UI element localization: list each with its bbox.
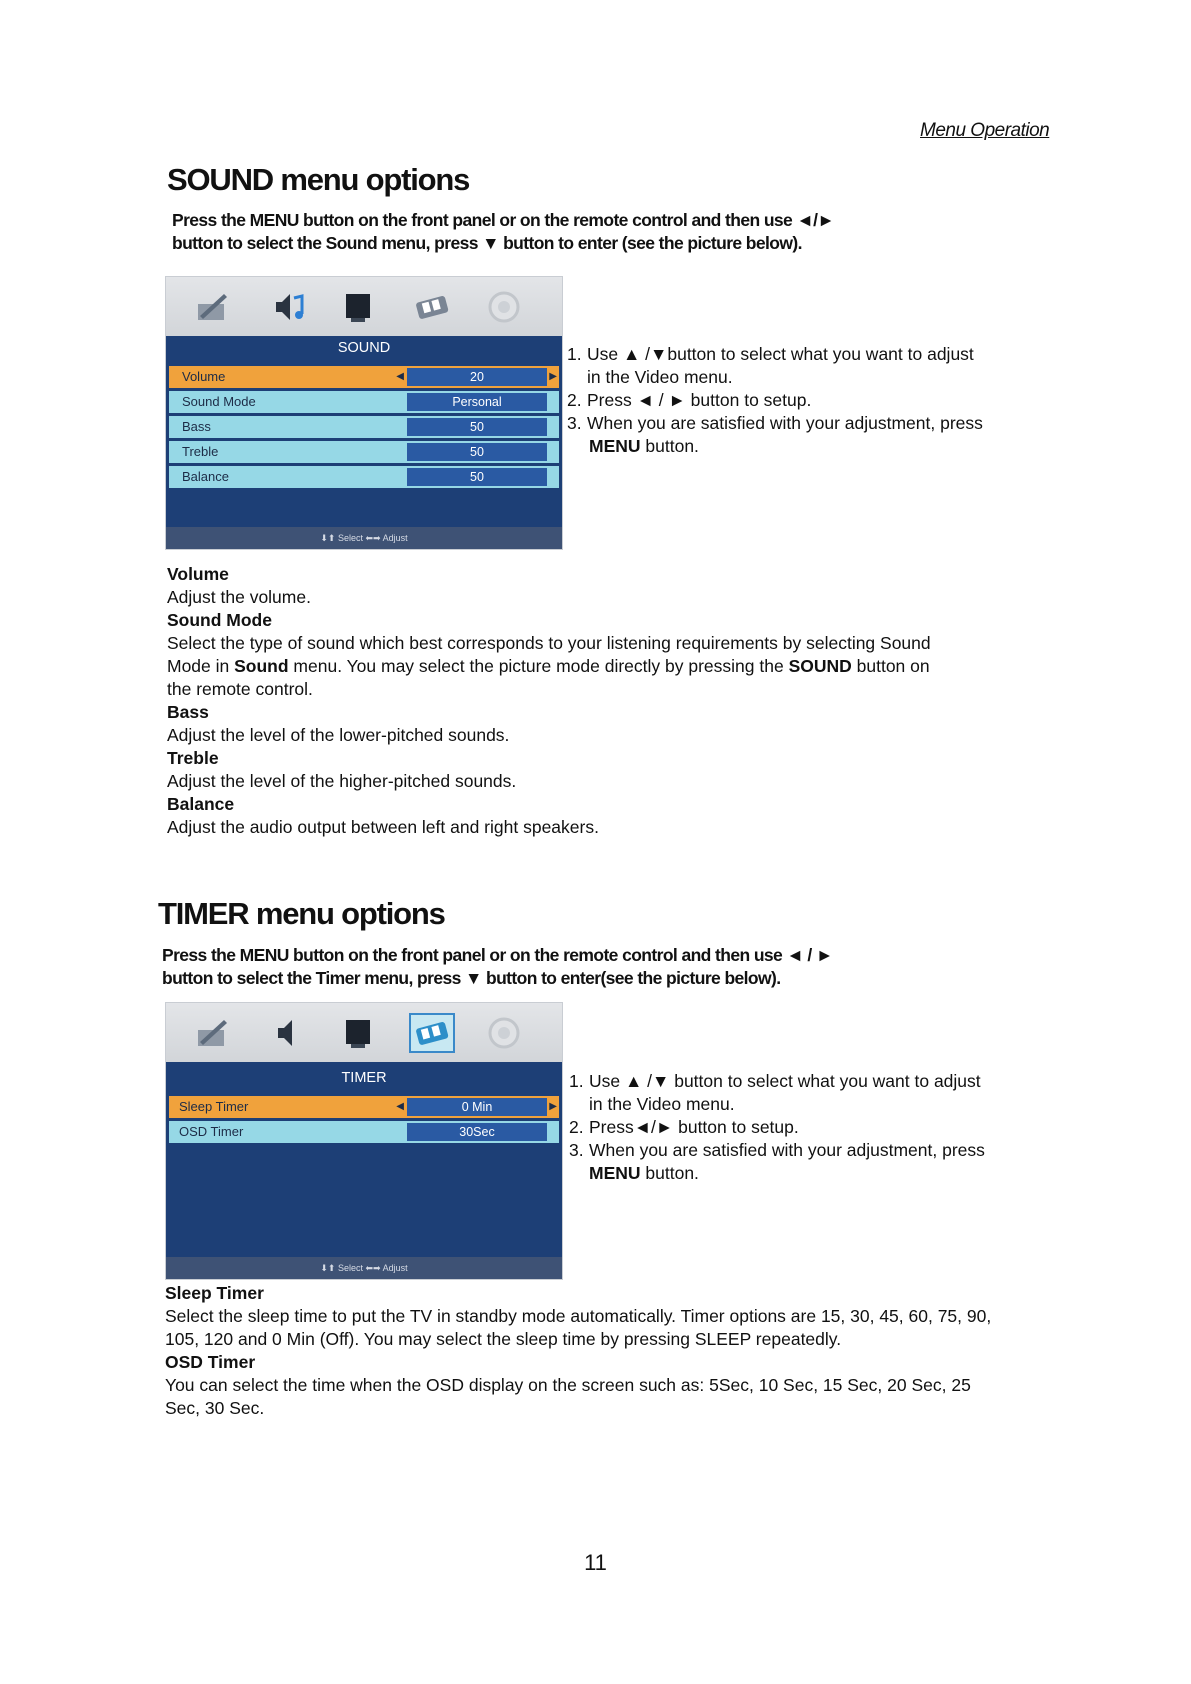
treble-heading: Treble [167,748,219,768]
volume-heading: Volume [167,564,229,584]
speaker-icon [270,1016,306,1050]
left-arrow-icon: ◀ [396,1101,404,1112]
right-arrow-icon: ▶ [549,1101,557,1112]
timer-intro-line-1: Press the MENU button on the front panel or on the remote control and then use ◄ / ► [162,945,833,965]
step-item: 2. Press◄/► button to setup. [569,1117,799,1137]
osd-row-label: Treble [182,444,219,459]
sound-mode-text-1: Select the type of sound which best corresponds to your listening requirements by selecting Sound [167,633,931,653]
osd-row-label: OSD Timer [179,1124,244,1139]
sleep-timer-heading: Sleep Timer [165,1283,264,1303]
sound-mode-heading: Sound Mode [167,610,272,630]
step-item: 3. When you are satisfied with your adjustment, press MENU button. [567,413,983,456]
osd-row-label: Volume [182,369,226,384]
tv-screen-icon [341,1016,377,1050]
osd-row-value: 0 Min [407,1098,547,1116]
osd-row-value: 50 [407,468,547,486]
tv-screen-icon [341,290,377,324]
osd-row-value: 50 [407,418,547,436]
sleep-timer-text-2: 105, 120 and 0 Min (Off). You may select the sleep time by pressing SLEEP repeatedly. [165,1329,842,1349]
sound-intro [172,209,834,255]
osd-menu-title: SOUND [337,340,391,356]
step-item: 3. When you are satisfied with your adjustment, press MENU button. [569,1140,985,1183]
osd-row-label: Sleep Timer [179,1099,249,1114]
timer-section-title: TIMER menu options [158,896,445,931]
timer-intro-line-2: button to select the Timer menu, press ▼ button to enter(see the picture below). [162,968,781,988]
step-item: 1. Use ▲ /▼button to select what you want to adjust in the Video menu. [567,344,974,387]
osd-footer-hint: ⬇⬆ Select ⬅➡ Adjust [166,527,562,549]
osd-row-value: 20 [407,368,547,386]
balance-text: Adjust the audio output between left and right speakers. [167,817,599,837]
osd-row-value: 50 [407,443,547,461]
timer-clock-icon [409,1013,455,1053]
osd-row-volume[interactable] [169,366,559,388]
sound-intro-line-2: button to select the Sound menu, press ▼ button to enter (see the picture below). [172,233,802,253]
osd-timer-text-1: You can select the time when the OSD display on the screen such as: 5Sec, 10 Sec, 15 Sec, 20 Sec, 25 [165,1375,971,1395]
sound-mode-text-3: the remote control. [167,679,313,699]
sound-descriptions [167,563,1067,839]
osd-row-value: 30Sec [407,1123,547,1141]
step-item: 2. Press ◄ / ► button to setup. [567,390,812,410]
osd-row-sound-mode[interactable] [169,391,559,413]
left-arrow-icon: ◀ [396,371,404,382]
osd-row-treble[interactable] [169,441,559,463]
sound-intro-line-1: Press the MENU button on the front panel or on the remote control and then use ◄/► [172,210,835,230]
balance-heading: Balance [167,794,235,814]
step-item: 1. Use ▲ /▼ button to select what you want to adjust in the Video menu. [569,1071,981,1114]
osd-icon-bar [166,277,562,336]
treble-text: Adjust the level of the higher-pitched sounds. [167,771,517,791]
osd-row-balance[interactable] [169,466,559,488]
osd-row-osd-timer[interactable] [169,1121,559,1143]
osd-footer-hint: ⬇⬆ Select ⬅➡ Adjust [166,1257,562,1279]
osd-menu-title: TIMER [341,1070,387,1086]
osd-timer-heading: OSD Timer [165,1352,256,1372]
bass-heading: Bass [167,702,209,722]
osd-row-bass[interactable] [169,416,559,438]
picture-pen-icon [194,290,230,324]
sound-mode-text-2: Mode in Sound menu. You may select the picture mode directly by pressing the SOUND button on [167,656,930,676]
timer-osd-screenshot [165,1002,563,1280]
osd-row-label: Bass [182,419,211,434]
osd-timer-text-2: Sec, 30 Sec. [165,1398,265,1418]
timer-intro [162,944,833,990]
timer-clock-icon [414,290,450,324]
bass-text: Adjust the level of the lower-pitched sounds. [167,725,510,745]
page-number: 11 [584,1550,607,1575]
sound-section-title: SOUND menu options [167,162,470,197]
section-header-label: Menu Operation [920,120,1050,141]
osd-row-value: Personal [407,393,547,411]
right-arrow-icon: ▶ [549,371,557,382]
timer-descriptions [165,1282,1165,1420]
sleep-timer-text-1: Select the sleep time to put the TV in standby mode automatically. Timer options are 15, 30, 45, 60, 75, 90, [165,1306,992,1326]
settings-gear-icon [486,1016,522,1050]
osd-row-label: Sound Mode [182,394,256,409]
osd-row-sleep-timer[interactable] [169,1096,559,1118]
picture-pen-icon [194,1016,230,1050]
osd-row-label: Balance [182,469,229,484]
settings-gear-icon [486,290,522,324]
timer-steps [569,1070,1029,1185]
sound-osd-screenshot [165,276,563,550]
speaker-music-icon [270,290,306,324]
osd-icon-bar [166,1003,562,1062]
sound-steps [567,343,1027,458]
volume-text: Adjust the volume. [167,587,311,607]
